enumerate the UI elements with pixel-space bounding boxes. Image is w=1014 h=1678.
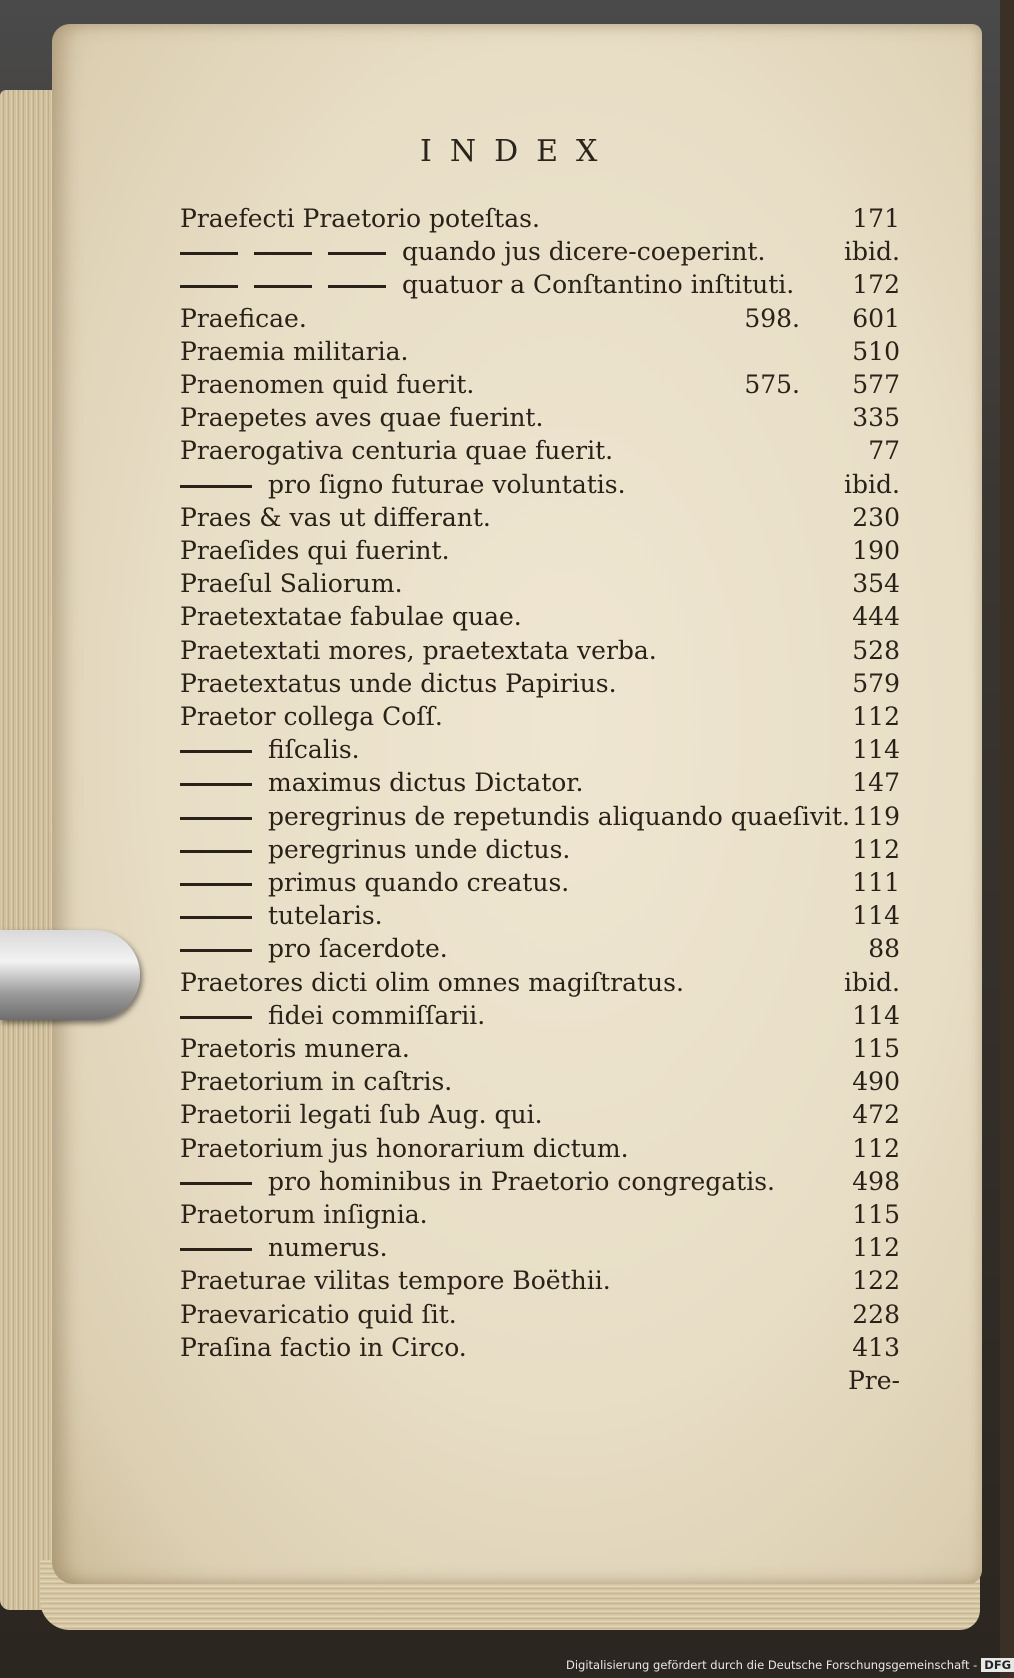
entry-term: Praes & vas ut differant. (180, 503, 491, 532)
index-entry (180, 1264, 900, 1298)
entry-term: Praemia militaria. (180, 337, 409, 366)
ditto-dash (254, 252, 312, 255)
footer-text: Digitalisierung gefördert durch die Deutsche Forschungsgemeinschaft - (566, 1658, 978, 1672)
entry-page-number: 579 (852, 669, 900, 698)
dfg-logo: DFG (981, 1658, 1014, 1672)
entry-page-number: ibid. (844, 470, 900, 499)
entry-page-number: 114 (852, 901, 900, 930)
index-entry (180, 1132, 900, 1166)
index-entry (180, 833, 900, 867)
ditto-dash (180, 817, 252, 820)
entry-term: Praefecti Praetorio poteſtas. (180, 204, 540, 233)
index-entry (180, 501, 900, 535)
entry-term: Praetorii legati ſub Aug. qui. (180, 1100, 543, 1129)
entry-term: Praetores dicti olim omnes magiſtratus. (180, 968, 684, 997)
index-entry (180, 1165, 900, 1199)
index-entry (180, 202, 900, 236)
ditto-dash (180, 850, 252, 853)
index-entry (180, 1098, 900, 1132)
index-entry (180, 634, 900, 668)
entry-page-start: 598. (744, 304, 800, 333)
entry-term: Praeſul Saliorum. (180, 569, 403, 598)
entry-term: Praetoris munera. (180, 1034, 410, 1063)
entry-page-number: 472 (852, 1100, 900, 1129)
index-entry (180, 999, 900, 1033)
ditto-dash (180, 916, 252, 919)
digitization-footer (566, 1658, 1012, 1676)
index-entry (180, 667, 900, 701)
ditto-dash (180, 783, 252, 786)
index-entry (180, 434, 900, 468)
entry-page-number: 230 (852, 503, 900, 532)
entry-page-number: 114 (852, 1001, 900, 1030)
index-entry (180, 401, 900, 435)
entry-page-number: 112 (852, 1134, 900, 1163)
index-entry (180, 899, 900, 933)
entry-page-number: 335 (852, 403, 900, 432)
entry-term: Praetextati mores, praetextata verba. (180, 636, 657, 665)
index-entry (180, 1198, 900, 1232)
ditto-dash (328, 252, 386, 255)
ditto-dash (180, 252, 238, 255)
ditto-dash (180, 285, 238, 288)
entry-page-number: 601 (852, 304, 900, 333)
entry-term: Praetorum inſignia. (180, 1200, 428, 1229)
entry-page-number: 172 (852, 270, 900, 299)
entry-page-number: 147 (852, 768, 900, 797)
index-entry (180, 335, 900, 369)
ditto-dash (254, 285, 312, 288)
ditto-dash (180, 1182, 252, 1185)
entry-page-number: 112 (852, 702, 900, 731)
index-entry (180, 600, 900, 634)
index-entry (180, 932, 900, 966)
entry-term: pro ſacerdote. (268, 934, 448, 963)
entry-term: tutelaris. (268, 901, 383, 930)
entry-page-number: 354 (852, 569, 900, 598)
entry-page-number: ibid. (844, 968, 900, 997)
entry-page-number: 577 (852, 370, 900, 399)
entry-term: Praevaricatio quid ſit. (180, 1300, 457, 1329)
entry-page-number: 528 (852, 636, 900, 665)
index-entry (180, 1231, 900, 1265)
index-entry (180, 1065, 900, 1099)
ditto-dash (180, 949, 252, 952)
entry-term: quatuor a Conſtantino inſtituti. (402, 270, 795, 299)
ditto-dash (180, 883, 252, 886)
entry-term: Praeficae. (180, 304, 307, 333)
entry-page-number: 112 (852, 1233, 900, 1262)
entry-term: Praetextatus unde dictus Papirius. (180, 669, 617, 698)
entry-term: numerus. (268, 1233, 388, 1262)
index-entry (180, 866, 900, 900)
entry-page-number: 413 (852, 1333, 900, 1362)
index-entry (180, 733, 900, 767)
entry-term: primus quando creatus. (268, 868, 570, 897)
entry-term: peregrinus de repetundis aliquando quaeſivit. (268, 802, 850, 831)
entry-page-start: 575. (744, 370, 800, 399)
entry-term: Praepetes aves quae fuerint. (180, 403, 544, 432)
entry-page-number: 171 (852, 204, 900, 233)
entry-page-number: 115 (852, 1034, 900, 1063)
entry-page-number: 498 (852, 1167, 900, 1196)
entry-term: Praetextatae fabulae quae. (180, 602, 522, 631)
entry-page-number: 122 (852, 1266, 900, 1295)
entry-term: Praſina factio in Circo. (180, 1333, 467, 1362)
entry-term: Praerogativa centuria quae fuerit. (180, 436, 614, 465)
ditto-dash (180, 1248, 252, 1251)
entry-page-number: 112 (852, 835, 900, 864)
ditto-dash (180, 750, 252, 753)
entry-page-number: 510 (852, 337, 900, 366)
entry-page-number: 190 (852, 536, 900, 565)
entry-page-number: 115 (852, 1200, 900, 1229)
entry-term: Praeturae vilitas tempore Boëthii. (180, 1266, 611, 1295)
entry-page-number: ibid. (844, 237, 900, 266)
ditto-dash (180, 485, 252, 488)
entry-term: Praeſides qui fuerint. (180, 536, 450, 565)
ditto-dash (180, 1016, 252, 1019)
index-entry (180, 534, 900, 568)
index-entry (180, 966, 900, 1000)
index-entry (180, 268, 900, 302)
entry-page-number: 444 (852, 602, 900, 631)
entry-term: Praetorium jus honorarium dictum. (180, 1134, 629, 1163)
entry-term: quando jus dicere-coeperint. (402, 237, 766, 266)
entry-term: fiſcalis. (268, 735, 360, 764)
entry-page-number: 490 (852, 1067, 900, 1096)
index-entry (180, 567, 900, 601)
entry-page-number: 88 (868, 934, 900, 963)
entry-term: peregrinus unde dictus. (268, 835, 571, 864)
index-entry (180, 1298, 900, 1332)
book-clip (0, 930, 140, 1020)
ditto-dash (328, 285, 386, 288)
entry-term: fidei commiſſarii. (268, 1001, 486, 1030)
index-entry (180, 800, 900, 834)
index-entry (180, 1331, 900, 1365)
entry-term: pro ſigno futurae voluntatis. (268, 470, 626, 499)
entry-term: Praetor collega Coſſ. (180, 702, 443, 731)
index-entry (180, 700, 900, 734)
entry-term: pro hominibus in Praetorio congregatis. (268, 1167, 775, 1196)
entry-page-number: 119 (852, 802, 900, 831)
entry-page-number: 114 (852, 735, 900, 764)
index-entry (180, 302, 900, 336)
index-entry (180, 368, 900, 402)
entry-term: Praenomen quid fuerit. (180, 370, 475, 399)
page-header: INDEX (420, 134, 616, 169)
index-entry (180, 468, 900, 502)
entry-page-number: 77 (868, 436, 900, 465)
entry-term: maximus dictus Dictator. (268, 768, 584, 797)
index-entry (180, 235, 900, 269)
index-entry (180, 1032, 900, 1066)
entry-page-number: 111 (852, 868, 900, 897)
entry-page-number: 228 (852, 1300, 900, 1329)
entry-term: Praetorium in caſtris. (180, 1067, 453, 1096)
index-entry (180, 766, 900, 800)
catchword: Pre- (847, 1366, 900, 1395)
